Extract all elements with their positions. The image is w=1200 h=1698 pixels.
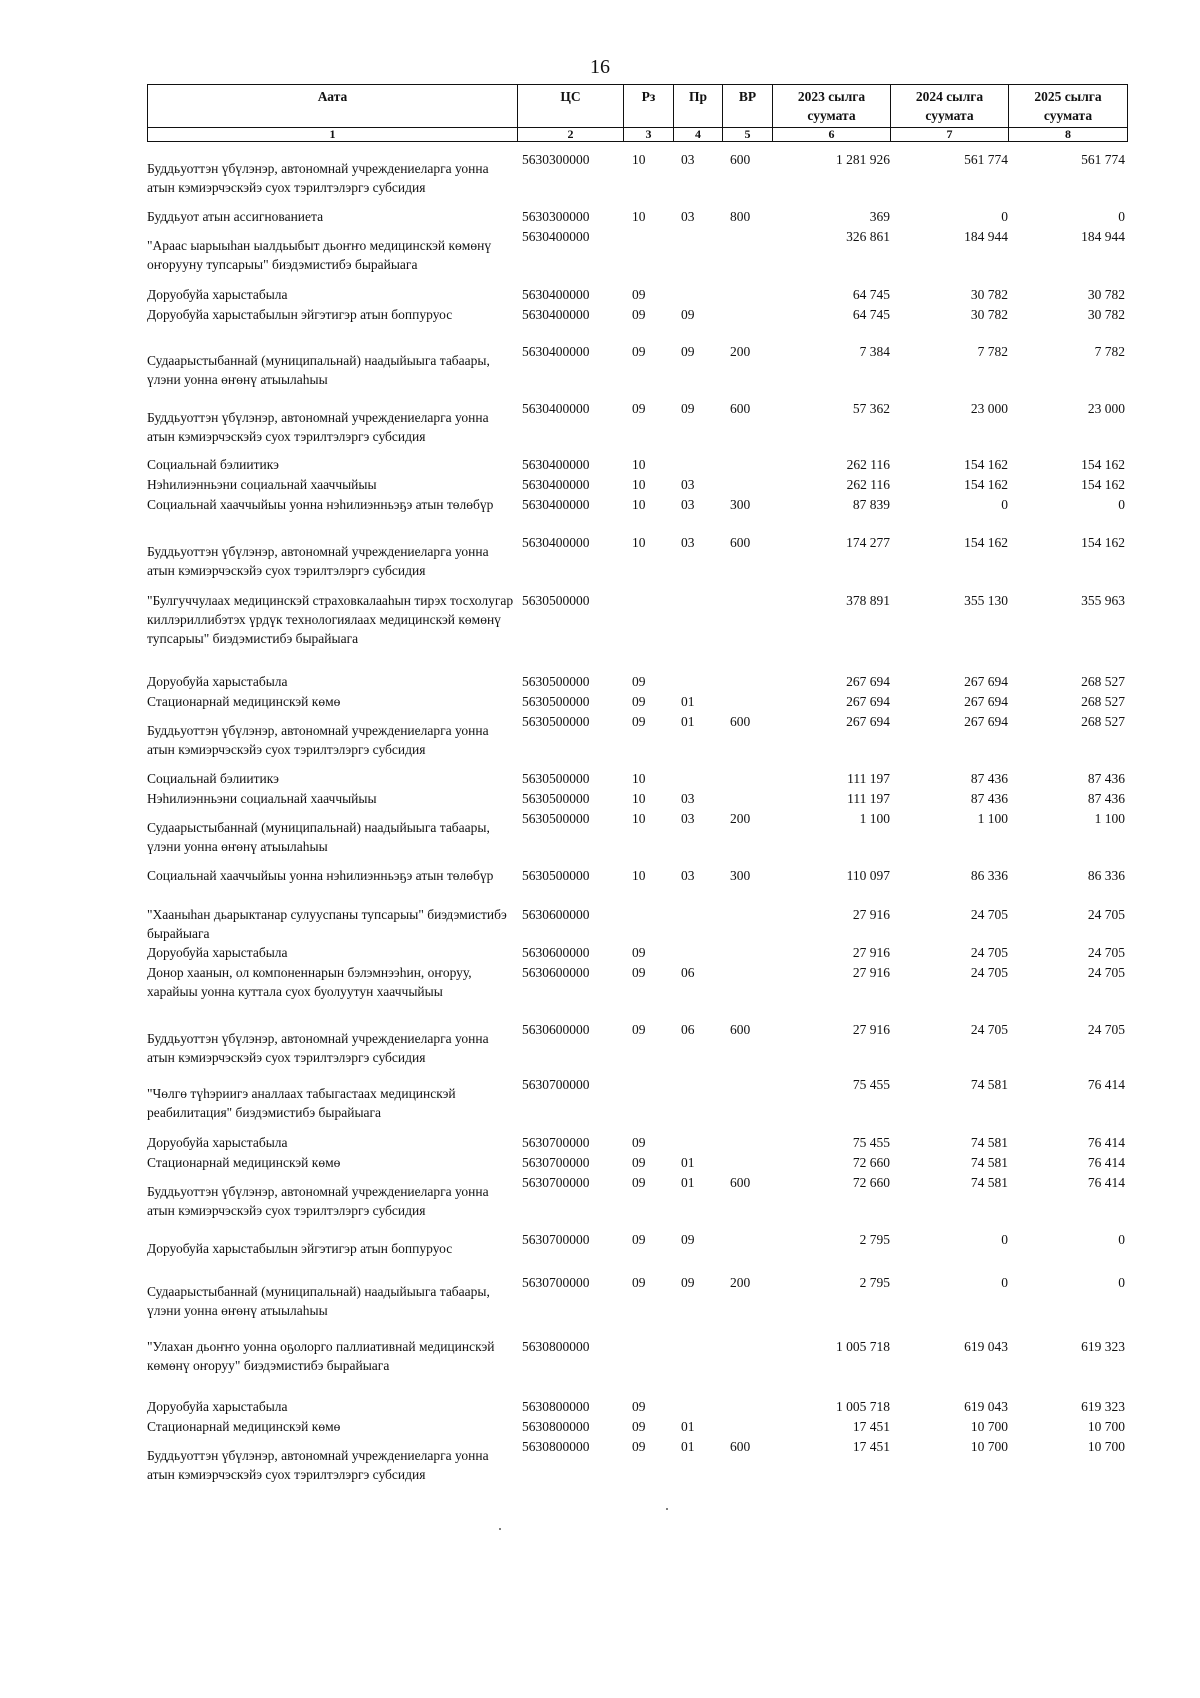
- row-rz: 10: [632, 811, 646, 826]
- row-rz: 09: [632, 1175, 646, 1190]
- row-value-2023: 1 100: [859, 811, 890, 826]
- row-vr: 600: [730, 714, 751, 729]
- row-value-2025: 0: [1118, 209, 1125, 224]
- row-cs: 5630400000: [522, 307, 590, 322]
- row-name: Буддьуот атын ассигнованиета: [147, 209, 324, 224]
- header-col-vr: ВР: [723, 85, 773, 128]
- row-cs: 5630300000: [522, 209, 590, 224]
- header-col-cs: ЦС: [518, 85, 624, 128]
- row-name: Стационарнай медицинскэй көмө: [147, 1419, 341, 1434]
- row-rz: 09: [632, 1275, 646, 1290]
- row-value-2025: 619 323: [1081, 1339, 1125, 1354]
- row-value-2024: 74 581: [970, 1175, 1008, 1190]
- row-name: Нэһилиэнньэни социальнай хааччыйыы: [147, 477, 377, 492]
- row-name: Доруобуйа харыстабылын эйгэтигэр атын боппуруос: [147, 1241, 453, 1256]
- row-cs: 5630700000: [522, 1077, 590, 1092]
- header-num-6: 6: [773, 128, 891, 142]
- header-num-7: 7: [891, 128, 1009, 142]
- row-value-2023: 27 916: [852, 965, 890, 980]
- row-value-2024: 154 162: [964, 457, 1008, 472]
- row-rz: 10: [632, 209, 646, 224]
- row-value-2023: 174 277: [846, 535, 890, 550]
- row-cs: 5630800000: [522, 1339, 590, 1354]
- row-cs: 5630600000: [522, 907, 590, 922]
- row-pr: 01: [681, 1419, 695, 1434]
- row-pr: 01: [681, 714, 695, 729]
- row-value-2024: 24 705: [970, 945, 1008, 960]
- row-value-2023: 262 116: [846, 457, 890, 472]
- row-cs: 5630500000: [522, 791, 590, 806]
- row-value-2025: 23 000: [1087, 401, 1125, 416]
- row-name: Буддьуоттэн үбүлэнэр, автономнай учреждениеларга уонна атын кэмиэрчэскэйэ суох тэрилтэлэргэ субсидия: [147, 723, 489, 757]
- row-value-2024: 23 000: [970, 401, 1008, 416]
- row-cs: 5630500000: [522, 868, 590, 883]
- scan-speck: [666, 1508, 668, 1510]
- row-value-2023: 111 197: [847, 771, 890, 786]
- row-cs: 5630500000: [522, 674, 590, 689]
- row-value-2025: 24 705: [1087, 1022, 1125, 1037]
- header-num-3: 3: [624, 128, 674, 142]
- row-value-2023: 1 005 718: [836, 1339, 890, 1354]
- row-value-2025: 24 705: [1087, 965, 1125, 980]
- row-value-2024: 24 705: [970, 907, 1008, 922]
- row-rz: 10: [632, 868, 646, 883]
- row-value-2025: 76 414: [1087, 1175, 1125, 1190]
- row-value-2023: 326 861: [846, 229, 890, 244]
- row-value-2024: 561 774: [964, 152, 1008, 167]
- row-value-2023: 1 005 718: [836, 1399, 890, 1414]
- row-value-2023: 2 795: [859, 1232, 890, 1247]
- row-pr: 01: [681, 1155, 695, 1170]
- header-col-rz: Рз: [624, 85, 674, 128]
- row-value-2025: 10 700: [1087, 1419, 1125, 1434]
- row-name: Социальнай хааччыйыы уонна нэһилиэнньэҕэ атын төлөбүр: [147, 497, 494, 512]
- row-value-2025: 0: [1118, 1275, 1125, 1290]
- row-value-2024: 0: [1001, 209, 1008, 224]
- row-value-2023: 27 916: [852, 945, 890, 960]
- row-name: "Араас ыарыыһан ыалдьыбыт дьоҥҥо медицинскэй көмөнү оҥорууну тупсарыы" биэдэмистибэ бырайыага: [147, 238, 492, 272]
- header-col-2024: 2024 сылга суумата: [891, 85, 1009, 128]
- row-name: Социальнай хааччыйыы уонна нэһилиэнньэҕэ атын төлөбүр: [147, 868, 494, 883]
- row-vr: 200: [730, 1275, 751, 1290]
- row-cs: 5630400000: [522, 535, 590, 550]
- row-value-2024: 30 782: [970, 307, 1008, 322]
- row-name: Стационарнай медицинскэй көмө: [147, 694, 341, 709]
- row-value-2023: 27 916: [852, 1022, 890, 1037]
- row-rz: 09: [632, 1155, 646, 1170]
- row-cs: 5630700000: [522, 1275, 590, 1290]
- row-value-2023: 72 660: [852, 1155, 890, 1170]
- row-name: Доруобуйа харыстабыла: [147, 1399, 288, 1414]
- row-vr: 600: [730, 1175, 751, 1190]
- row-value-2024: 619 043: [964, 1339, 1008, 1354]
- row-rz: 09: [632, 1419, 646, 1434]
- row-vr: 800: [730, 209, 751, 224]
- row-rz: 09: [632, 401, 646, 416]
- row-cs: 5630400000: [522, 229, 590, 244]
- row-rz: 10: [632, 535, 646, 550]
- row-value-2025: 76 414: [1087, 1077, 1125, 1092]
- row-vr: 600: [730, 535, 751, 550]
- row-name: "Чөлгө түһэриигэ аналлаах табыгастаах медицинскэй реабилитация" биэдэмистибэ бырайыага: [147, 1086, 456, 1120]
- header-col-name: Аата: [148, 85, 518, 128]
- row-pr: 03: [681, 791, 695, 806]
- row-pr: 03: [681, 209, 695, 224]
- row-value-2025: 0: [1118, 1232, 1125, 1247]
- row-value-2023: 27 916: [852, 907, 890, 922]
- row-cs: 5630700000: [522, 1232, 590, 1247]
- header-num-2: 2: [518, 128, 624, 142]
- row-value-2023: 2 795: [859, 1275, 890, 1290]
- row-cs: 5630800000: [522, 1439, 590, 1454]
- row-rz: 10: [632, 497, 646, 512]
- row-value-2023: 17 451: [852, 1439, 890, 1454]
- row-value-2025: 30 782: [1087, 307, 1125, 322]
- row-rz: 09: [632, 307, 646, 322]
- row-name: "Хааныһан дьарыктанар сулууспаны тупсарыы" биэдэмистибэ бырайыага: [147, 907, 507, 941]
- row-pr: 03: [681, 535, 695, 550]
- row-value-2023: 57 362: [852, 401, 890, 416]
- row-value-2023: 378 891: [846, 593, 890, 608]
- row-cs: 5630400000: [522, 344, 590, 359]
- row-cs: 5630400000: [522, 401, 590, 416]
- row-vr: 200: [730, 344, 751, 359]
- row-rz: 09: [632, 945, 646, 960]
- row-name: Буддьуоттэн үбүлэнэр, автономнай учреждениеларга уонна атын кэмиэрчэскэйэ суох тэрилтэлэргэ субсидия: [147, 1184, 489, 1218]
- row-value-2024: 74 581: [970, 1155, 1008, 1170]
- row-pr: 01: [681, 1439, 695, 1454]
- header-num-5: 5: [723, 128, 773, 142]
- row-name: Доруобуйа харыстабылын эйгэтигэр атын боппуруос: [147, 307, 453, 322]
- row-name: "Булгуччулаах медицинскэй страховкалааһын тирэх тосхолугар киллэриллибэтэх үрдүк технологиялаах медицинскэй көмөнү тупсарыы" биэдэмистибэ бырайыага: [147, 593, 514, 646]
- header-col-2025: 2025 сылга суумата: [1009, 85, 1128, 128]
- row-cs: 5630500000: [522, 714, 590, 729]
- row-rz: 09: [632, 287, 646, 302]
- row-value-2025: 355 963: [1081, 593, 1125, 608]
- row-value-2024: 10 700: [970, 1419, 1008, 1434]
- row-pr: 03: [681, 152, 695, 167]
- row-name: Судаарыстыбаннай (муниципальнай) наадыйыыга табаары, үлэни уонна өҥөнү атыылаһыы: [147, 820, 490, 854]
- row-value-2023: 262 116: [846, 477, 890, 492]
- row-value-2025: 0: [1118, 497, 1125, 512]
- row-value-2024: 0: [1001, 497, 1008, 512]
- row-name: Доруобуйа харыстабыла: [147, 674, 288, 689]
- row-value-2023: 75 455: [852, 1135, 890, 1150]
- row-value-2024: 86 336: [970, 868, 1008, 883]
- row-value-2023: 267 694: [846, 694, 890, 709]
- row-value-2024: 267 694: [964, 714, 1008, 729]
- row-value-2024: 74 581: [970, 1077, 1008, 1092]
- row-value-2024: 184 944: [964, 229, 1008, 244]
- row-value-2025: 619 323: [1081, 1399, 1125, 1414]
- row-pr: 01: [681, 694, 695, 709]
- row-cs: 5630500000: [522, 811, 590, 826]
- row-name: Буддьуоттэн үбүлэнэр, автономнай учреждениеларга уонна атын кэмиэрчэскэйэ суох тэрилтэлэргэ субсидия: [147, 410, 489, 444]
- row-rz: 09: [632, 1022, 646, 1037]
- row-name: "Улахан дьоҥҥо уонна оҕолорго паллиативнай медицинскэй көмөнү оҥоруу" биэдэмистибэ бырайыага: [147, 1339, 495, 1373]
- row-rz: 10: [632, 457, 646, 472]
- row-value-2025: 87 436: [1087, 771, 1125, 786]
- row-name: Судаарыстыбаннай (муниципальнай) наадыйыыга табаары, үлэни уонна өҥөнү атыылаһыы: [147, 1284, 490, 1318]
- row-cs: 5630600000: [522, 1022, 590, 1037]
- row-pr: 03: [681, 811, 695, 826]
- row-cs: 5630600000: [522, 965, 590, 980]
- row-value-2023: 75 455: [852, 1077, 890, 1092]
- row-vr: 600: [730, 1022, 751, 1037]
- row-value-2025: 154 162: [1081, 457, 1125, 472]
- row-rz: 10: [632, 477, 646, 492]
- header-num-4: 4: [674, 128, 723, 142]
- row-value-2024: 74 581: [970, 1135, 1008, 1150]
- row-pr: 03: [681, 868, 695, 883]
- row-cs: 5630500000: [522, 593, 590, 608]
- row-cs: 5630700000: [522, 1135, 590, 1150]
- row-rz: 09: [632, 1399, 646, 1414]
- row-cs: 5630400000: [522, 497, 590, 512]
- row-value-2023: 7 384: [859, 344, 890, 359]
- row-name: Социальнай бэлиитикэ: [147, 457, 279, 472]
- row-value-2025: 10 700: [1087, 1439, 1125, 1454]
- row-value-2025: 1 100: [1094, 811, 1125, 826]
- row-value-2025: 154 162: [1081, 535, 1125, 550]
- row-rz: 09: [632, 694, 646, 709]
- row-value-2024: 1 100: [977, 811, 1008, 826]
- row-value-2023: 267 694: [846, 714, 890, 729]
- row-value-2024: 619 043: [964, 1399, 1008, 1414]
- row-name: Буддьуоттэн үбүлэнэр, автономнай учреждениеларга уонна атын кэмиэрчэскэйэ суох тэрилтэлэргэ субсидия: [147, 1448, 489, 1482]
- row-cs: 5630400000: [522, 477, 590, 492]
- row-value-2024: 24 705: [970, 1022, 1008, 1037]
- row-name: Доруобуйа харыстабыла: [147, 1135, 288, 1150]
- row-value-2025: 76 414: [1087, 1155, 1125, 1170]
- row-value-2024: 154 162: [964, 535, 1008, 550]
- row-value-2025: 30 782: [1087, 287, 1125, 302]
- row-vr: 600: [730, 152, 751, 167]
- row-name: Стационарнай медицинскэй көмө: [147, 1155, 341, 1170]
- row-rz: 10: [632, 152, 646, 167]
- row-name: Судаарыстыбаннай (муниципальнай) наадыйыыга табаары, үлэни уонна өҥөнү атыылаһыы: [147, 353, 490, 387]
- row-name: Доруобуйа харыстабыла: [147, 945, 288, 960]
- row-name: Буддьуоттэн үбүлэнэр, автономнай учреждениеларга уонна атын кэмиэрчэскэйэ суох тэрилтэлэргэ субсидия: [147, 161, 489, 195]
- row-cs: 5630400000: [522, 457, 590, 472]
- row-pr: 09: [681, 1275, 695, 1290]
- row-cs: 5630600000: [522, 945, 590, 960]
- row-value-2024: 0: [1001, 1232, 1008, 1247]
- row-value-2023: 87 839: [852, 497, 890, 512]
- row-rz: 09: [632, 344, 646, 359]
- row-rz: 09: [632, 1135, 646, 1150]
- table-header: [147, 84, 1128, 142]
- row-pr: 09: [681, 401, 695, 416]
- row-cs: 5630400000: [522, 287, 590, 302]
- row-vr: 300: [730, 497, 751, 512]
- row-value-2023: 369: [869, 209, 890, 224]
- row-value-2024: 154 162: [964, 477, 1008, 492]
- row-value-2025: 76 414: [1087, 1135, 1125, 1150]
- row-cs: 5630300000: [522, 152, 590, 167]
- row-value-2024: 267 694: [964, 694, 1008, 709]
- row-value-2024: 0: [1001, 1275, 1008, 1290]
- row-value-2025: 86 336: [1087, 868, 1125, 883]
- row-pr: 03: [681, 477, 695, 492]
- row-value-2024: 87 436: [970, 791, 1008, 806]
- row-value-2025: 268 527: [1081, 674, 1125, 689]
- row-rz: 10: [632, 791, 646, 806]
- header-num-8: 8: [1009, 128, 1128, 142]
- row-rz: 09: [632, 1439, 646, 1454]
- row-cs: 5630500000: [522, 694, 590, 709]
- row-pr: 01: [681, 1175, 695, 1190]
- header-col-2023: 2023 сылга суумата: [773, 85, 891, 128]
- row-cs: 5630700000: [522, 1175, 590, 1190]
- row-pr: 09: [681, 344, 695, 359]
- row-value-2024: 24 705: [970, 965, 1008, 980]
- row-value-2024: 355 130: [964, 593, 1008, 608]
- row-value-2025: 87 436: [1087, 791, 1125, 806]
- row-vr: 600: [730, 401, 751, 416]
- row-name: Доруобуйа харыстабыла: [147, 287, 288, 302]
- row-name: Социальнай бэлиитикэ: [147, 771, 279, 786]
- row-value-2025: 561 774: [1081, 152, 1125, 167]
- row-value-2025: 24 705: [1087, 945, 1125, 960]
- row-pr: 09: [681, 1232, 695, 1247]
- row-value-2025: 154 162: [1081, 477, 1125, 492]
- row-cs: 5630800000: [522, 1419, 590, 1434]
- row-pr: 09: [681, 307, 695, 322]
- row-rz: 09: [632, 714, 646, 729]
- row-pr: 06: [681, 965, 695, 980]
- row-value-2024: 267 694: [964, 674, 1008, 689]
- row-value-2023: 1 281 926: [836, 152, 890, 167]
- row-value-2023: 17 451: [852, 1419, 890, 1434]
- row-value-2023: 267 694: [846, 674, 890, 689]
- page-number: 16: [590, 56, 610, 78]
- row-name: Нэһилиэнньэни социальнай хааччыйыы: [147, 791, 377, 806]
- row-value-2024: 30 782: [970, 287, 1008, 302]
- row-value-2025: 24 705: [1087, 907, 1125, 922]
- row-value-2024: 10 700: [970, 1439, 1008, 1454]
- row-value-2023: 110 097: [846, 868, 890, 883]
- row-cs: 5630700000: [522, 1155, 590, 1170]
- row-value-2023: 111 197: [847, 791, 890, 806]
- row-value-2024: 7 782: [977, 344, 1008, 359]
- row-name: Буддьуоттэн үбүлэнэр, автономнай учреждениеларга уонна атын кэмиэрчэскэйэ суох тэрилтэлэргэ субсидия: [147, 1031, 489, 1065]
- row-pr: 03: [681, 497, 695, 512]
- row-value-2024: 87 436: [970, 771, 1008, 786]
- row-vr: 300: [730, 868, 751, 883]
- header-num-1: 1: [148, 128, 518, 142]
- row-value-2025: 268 527: [1081, 714, 1125, 729]
- row-name: Донор хаанын, ол компоненнарын бэлэмнээһин, оҥоруу, харайыы уонна куттала суох буолуутун хааччыйыы: [147, 965, 472, 999]
- header-col-pr: Пр: [674, 85, 723, 128]
- row-rz: 09: [632, 674, 646, 689]
- row-cs: 5630800000: [522, 1399, 590, 1414]
- row-value-2023: 72 660: [852, 1175, 890, 1190]
- row-vr: 200: [730, 811, 751, 826]
- row-value-2025: 268 527: [1081, 694, 1125, 709]
- row-name: Буддьуоттэн үбүлэнэр, автономнай учреждениеларга уонна атын кэмиэрчэскэйэ суох тэрилтэлэргэ субсидия: [147, 544, 489, 578]
- row-rz: 09: [632, 1232, 646, 1247]
- row-rz: 10: [632, 771, 646, 786]
- row-vr: 600: [730, 1439, 751, 1454]
- row-value-2025: 184 944: [1081, 229, 1125, 244]
- row-pr: 06: [681, 1022, 695, 1037]
- row-rz: 09: [632, 965, 646, 980]
- row-value-2025: 7 782: [1094, 344, 1125, 359]
- row-value-2023: 64 745: [852, 287, 890, 302]
- scan-speck: [499, 1528, 501, 1530]
- row-value-2023: 64 745: [852, 307, 890, 322]
- row-cs: 5630500000: [522, 771, 590, 786]
